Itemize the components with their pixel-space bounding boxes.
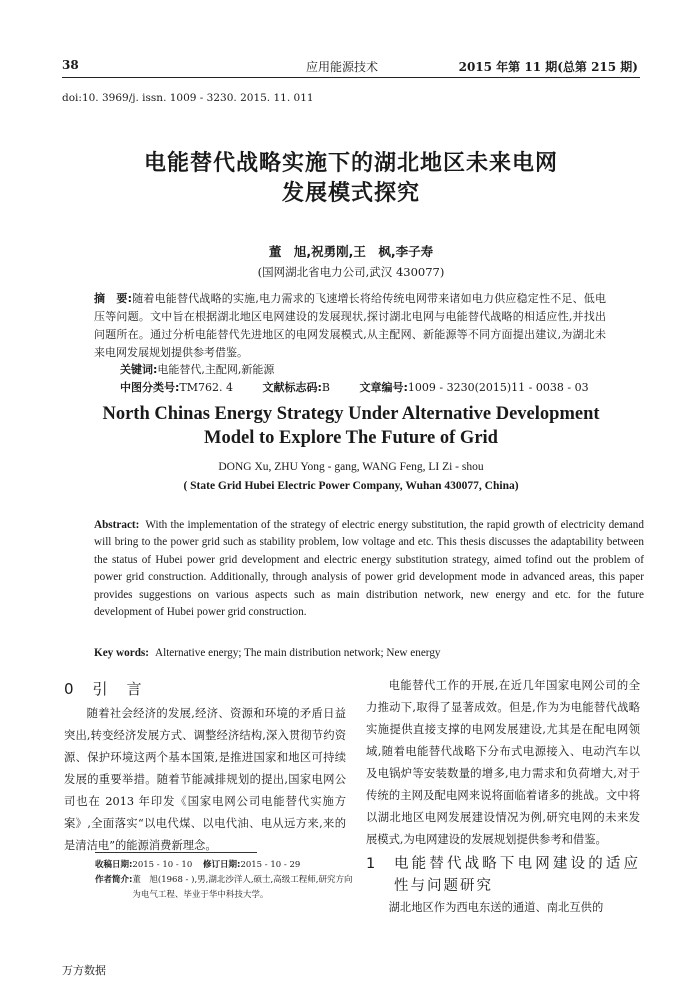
right-paragraph: 电能替代工作的开展,在近几年国家电网公司的全力推动下,取得了显著成效。但是,作为为电能替代战略实施提供直接支撑的电网发展建设,尤其是在配电网领域,随着电能替代战略下分布式电源接入、电动汽车以及电锅炉等安装数量的增多,电力需求和负荷增大,对于传统的主网及配电网来说将面临着诸多的挑战。文中将以湖北地区电网发展建设情况为例,研究电网的未来发展模式,为电网建设的发展规划提供参考和借鉴。 [366,679,640,846]
classification-row [120,379,615,395]
clc-value: TM762. 4 [179,381,233,394]
abstract-cn-text: 随着电能替代战略的实施,电力需求的飞速增长将给传统电网带来诸如电力供应稳定性不足、低电压等问题。文中旨在根据湖北地区电网建设的发展现状,探讨湖北电网与电能替代战略的相适应性,并找出问题所在。通过分析电能替代先进地区的电网发展模式,从主配网、新能源等不同方面提出建议,为湖北未来电网发展规划提供参考借鉴。 [94,292,606,359]
keywords-cn-text: 电能替代,主配网,新能源 [157,363,275,376]
footer-watermark: 万方数据 [62,964,106,977]
abstract-cn [94,290,606,362]
section0-body [64,703,346,857]
article-no-label: 文章编号: [359,381,408,394]
bio-text: 董 旭(1968 - ),男,湖北沙洋人,硕士,高级工程师,研究方向为电气工程、毕业于华中科技大学。 [132,875,353,900]
article-no-value: 1009 - 3230(2015)11 - 0038 - 03 [407,381,589,394]
keywords-en-text: Alternative energy; The main distribution network; New energy [155,647,441,659]
section0-heading: 0 引 言 [64,680,144,698]
received-label: 收稿日期: [95,860,133,870]
right-column [366,675,640,919]
revised-label: 修订日期: [203,860,241,870]
page-number: 38 [62,58,79,72]
section0-paragraph: 随着社会经济的发展,经济、资源和环境的矛盾日益突出,转变经济发展方式、调整经济结构,深入贯彻节约资源、保护环境这两个基本国策,是推进国家和地区可持续发展的重要举措。随着节能减排规划的提出,国家电网公司也在 2013 年印发《国家电网公司电能替代实施方案》,全面落实“以电代煤、以电代油、电从远方来,来的是清洁电”的能源消费新理念。 [64,707,346,852]
received-date: 2015 - 10 - 10 [132,860,193,870]
title-en-line1: North Chinas Energy Strategy Under Alternative Development [102,404,600,424]
doi: doi:10. 3969/j. issn. 1009 - 3230. 2015. 11. 011 [62,92,314,104]
footnote [95,858,357,903]
journal-name: 应用能源技术 [306,60,379,74]
authors-cn: 董 旭,祝勇刚,王 枫,李子寿 [268,244,434,259]
header-rule [62,77,640,78]
bio-label: 作者简介: [95,875,133,885]
doc-code-value: B [321,381,330,394]
title-en-line2: Model to Explore The Future of Grid [204,428,498,448]
keywords-cn-label: 关键词: [120,363,158,376]
footnote-rule [95,852,257,853]
keywords-cn [120,361,274,377]
doc-code-label: 文献标志码: [262,381,322,394]
abstract-en-label: Abstract: [94,519,140,531]
affiliation-cn: (国网湖北省电力公司,武汉 430077) [257,265,445,279]
title-cn-line1: 电能替代战略实施下的湖北地区未来电网 [143,150,558,176]
section1-first-line: 湖北地区作为西电东送的通道、南北互供的 [388,901,604,914]
section1-heading [366,853,640,897]
abstract-en-text: With the implementation of the strategy of electric energy substitution, the rapid growth of electricity demand will bring to the power grid such as stability problem, low voltage and etc. This thesis discusses the adaptability between the status of Hubei power grid development and electric energy substitution strategy, aimed tofind out the problem of power grid construction. Additionally, through analysis of power grid development mode in advanced areas, this paper provides suggestions on various aspects such as main distribution network, new energy and etc. for the future development of Hubei power grid construction. [94,519,644,619]
clc-label: 中图分类号: [120,381,180,394]
section1-number: 1 [366,856,378,872]
keywords-en-label: Key words: [94,647,149,659]
section1-title: 电能替代战略下电网建设的适应性与问题研究 [394,856,640,894]
title-cn-line2: 发展模式探究 [281,180,420,206]
keywords-en [94,647,441,659]
issue-info: 2015 年第 11 期(总第 215 期) [458,60,638,74]
revised-date: 2015 - 10 - 29 [240,860,301,870]
authors-en: DONG Xu, ZHU Yong - gang, WANG Feng, LI Zi - shou [218,461,484,473]
affiliation-en: ( State Grid Hubei Electric Power Company, Wuhan 430077, China) [183,480,519,492]
abstract-cn-label: 摘 要: [94,292,132,305]
abstract-en [94,517,644,621]
